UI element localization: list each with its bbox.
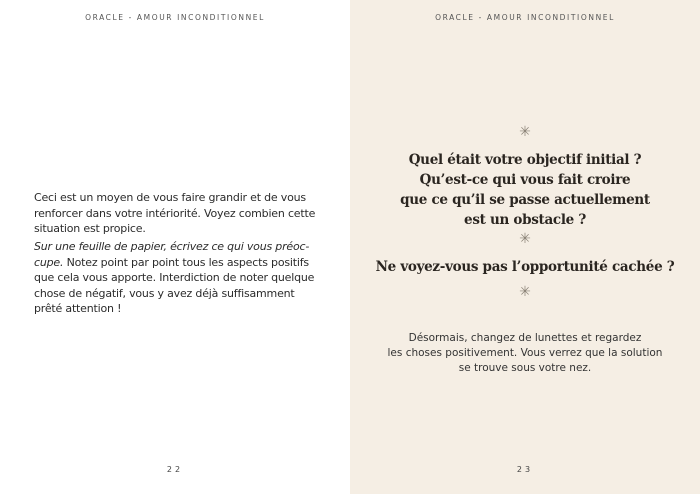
text-line: que cela vous apporte. Interdiction de noter quelque <box>34 271 315 284</box>
intro-paragraph <box>34 190 316 237</box>
text-line: Ceci est un moyen de vous faire grandir et de vous <box>34 191 306 204</box>
text-line: prêté attention ! <box>34 302 122 315</box>
italic-text: cupe. <box>34 255 64 269</box>
text-line: renforcer dans votre intériorité. Voyez combien cette <box>34 206 316 220</box>
text-line: Désormais, changez de lunettes et regardez <box>408 332 642 344</box>
instruction-paragraph <box>34 239 315 317</box>
question-line: Quel était votre objectif initial ? <box>408 152 642 168</box>
right-page <box>350 0 700 494</box>
star-ornament-icon: ✳ <box>519 284 531 300</box>
text-line: Sur une feuille de papier, écrivez ce qui vous préoc- <box>34 240 310 253</box>
question-line: est un obstacle ? <box>464 212 586 228</box>
page-number: 23 <box>516 465 534 474</box>
question-line: Qu’est-ce qui vous fait croire <box>419 172 631 188</box>
page-number: 22 <box>166 465 184 474</box>
text-line: se trouve sous votre nez. <box>458 362 592 374</box>
running-header: ORACLE - AMOUR INCONDITIONNEL <box>435 13 615 22</box>
star-ornament-icon: ✳ <box>519 124 531 140</box>
question-block <box>350 150 700 230</box>
text-line: chose de négatif, vous y avez déjà suffisamment <box>34 286 295 300</box>
closing-paragraph <box>350 331 700 376</box>
text-line: situation est propice. <box>34 222 146 235</box>
question-2: Ne voyez-vous pas l’opportunité cachée ? <box>375 259 675 275</box>
running-header: ORACLE - AMOUR INCONDITIONNEL <box>85 13 265 22</box>
question-line: que ce qu’il se passe actuellement <box>400 192 650 208</box>
star-ornament-icon: ✳ <box>519 231 531 247</box>
text-line: les choses positivement. Vous verrez que la solution <box>387 347 663 359</box>
text-line <box>34 255 309 271</box>
text: Notez point par point tous les aspects positifs <box>63 255 309 269</box>
